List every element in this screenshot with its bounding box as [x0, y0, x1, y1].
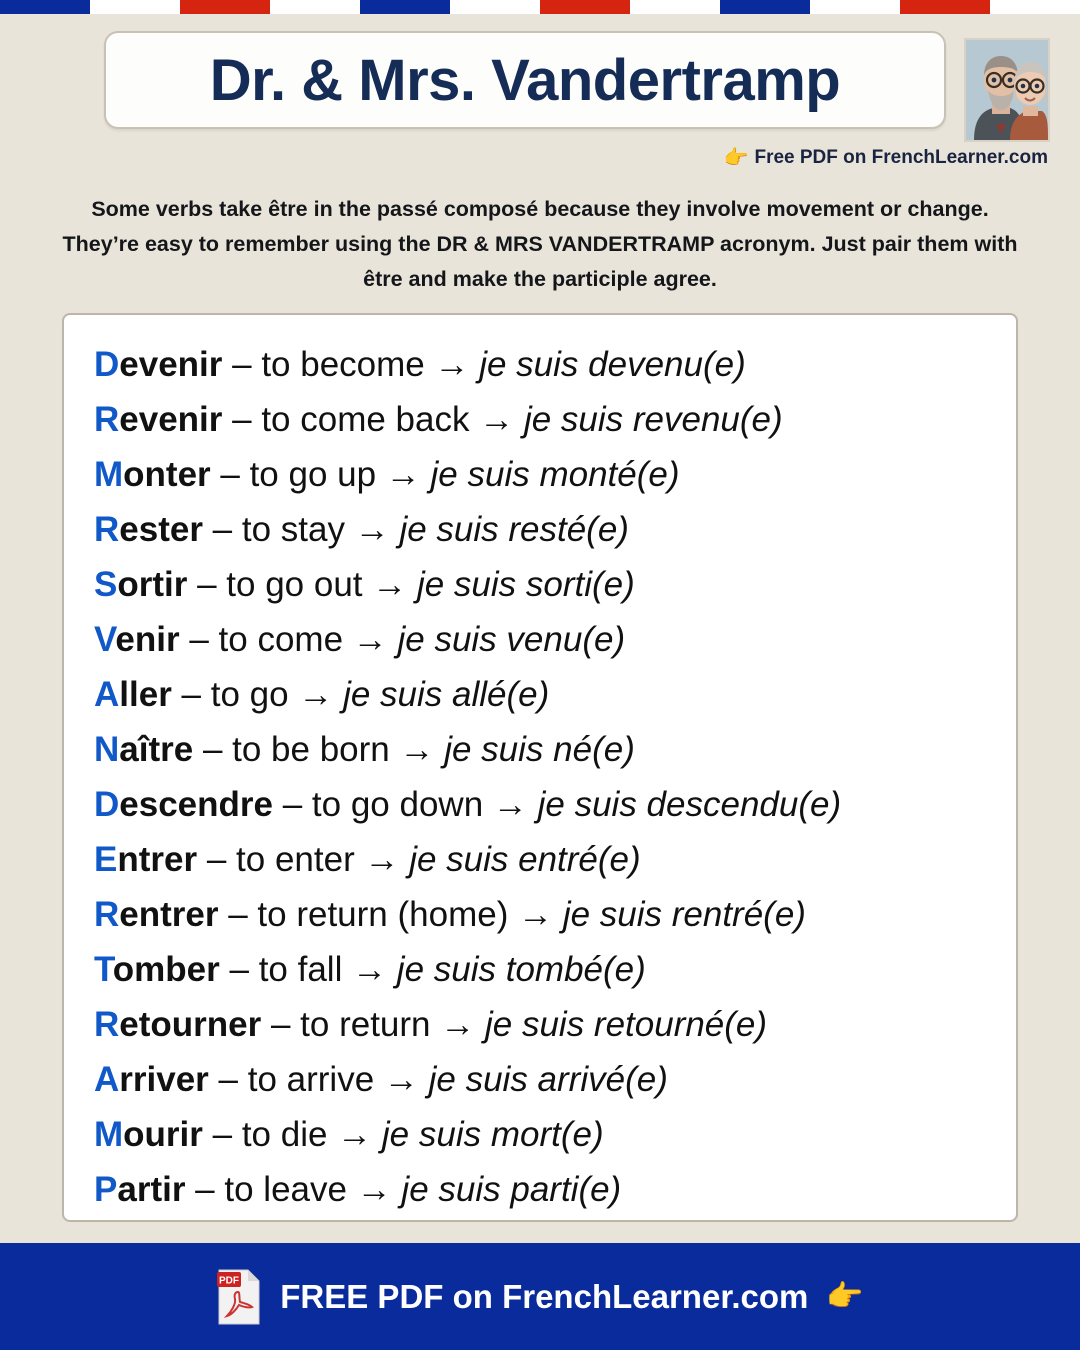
verb-english-meaning: to go down	[311, 785, 484, 824]
verb-name-remainder: ester	[119, 510, 203, 549]
pointing-hand-icon: 👉	[826, 1280, 864, 1313]
verb-name-remainder: entrer	[119, 895, 219, 934]
flag-stripe-segment	[90, 0, 180, 14]
verb-separator: –	[197, 840, 237, 879]
verb-initial-letter: M	[94, 455, 124, 494]
verb-separator: –	[273, 785, 312, 824]
verb-initial-letter: T	[94, 950, 113, 989]
verb-english-meaning: to come back	[261, 400, 470, 439]
verb-arrow-icon: →	[376, 455, 431, 494]
verb-arrow-icon: →	[342, 950, 397, 989]
verb-english-meaning: to return	[300, 1005, 431, 1044]
verb-list-card	[62, 313, 1018, 1222]
flag-stripe-segment	[810, 0, 900, 14]
verb-arrow-icon: →	[424, 345, 480, 384]
flag-stripe-segment	[630, 0, 720, 14]
verb-arrow-icon: →	[483, 785, 538, 824]
verb-initial-letter: R	[94, 895, 120, 934]
verb-french-example: je suis revenu(e)	[523, 400, 783, 439]
flag-stripe-segment	[900, 0, 990, 14]
verb-initial-letter: D	[94, 785, 120, 824]
verb-separator: –	[219, 950, 259, 989]
flag-stripe-segment	[450, 0, 540, 14]
verb-name-remainder: evenir	[119, 345, 223, 384]
verb-french-example: je suis resté(e)	[399, 510, 629, 549]
verb-row	[94, 667, 1016, 722]
verb-name-remainder: ntrer	[117, 840, 198, 879]
intro-paragraph: Some verbs take être in the passé composé because they involve movement or change. They’re easy to remember using the DR & MRS VANDERTRAMP acronym. Just pair them with être and make the participle agree.	[62, 197, 1018, 291]
verb-initial-letter: R	[94, 1005, 120, 1044]
verb-english-meaning: to arrive	[247, 1060, 375, 1099]
verb-english-meaning: to be born	[232, 730, 390, 769]
verb-name-remainder: ller	[119, 675, 172, 714]
verb-separator: –	[222, 345, 262, 384]
verb-english-meaning: to fall	[258, 950, 343, 989]
footer-banner[interactable]	[0, 1243, 1080, 1350]
verb-initial-letter: A	[94, 675, 120, 714]
header	[0, 14, 1080, 182]
verb-name-remainder: omber	[112, 950, 220, 989]
verb-english-meaning: to go up	[249, 455, 377, 494]
verb-row	[94, 722, 1016, 777]
verb-initial-letter: S	[94, 565, 118, 604]
verb-arrow-icon: →	[374, 1060, 429, 1099]
verb-arrow-icon: →	[508, 895, 563, 934]
verb-separator: –	[171, 675, 211, 714]
page-title: Dr. & Mrs. Vandertramp	[209, 47, 841, 113]
verb-name-remainder: ortir	[117, 565, 188, 604]
verb-row	[94, 832, 1016, 887]
verb-initial-letter: M	[94, 1115, 124, 1154]
verb-name-remainder: rriver	[119, 1060, 209, 1099]
verb-initial-letter: R	[94, 510, 120, 549]
verb-name-remainder: ourir	[123, 1115, 203, 1154]
verb-arrow-icon: →	[288, 675, 344, 714]
verb-french-example: je suis né(e)	[444, 730, 635, 769]
verb-row	[94, 942, 1016, 997]
verb-row	[94, 777, 1016, 832]
verb-separator: –	[185, 1170, 225, 1209]
french-flag-stripe	[0, 0, 1080, 14]
verb-row	[94, 337, 1016, 392]
flag-stripe-segment	[990, 0, 1080, 14]
verb-name-remainder: escendre	[119, 785, 273, 824]
verb-french-example: je suis descendu(e)	[537, 785, 842, 824]
verb-french-example: je suis monté(e)	[430, 455, 680, 494]
verb-english-meaning: to die	[241, 1115, 328, 1154]
verb-initial-letter: V	[94, 620, 116, 659]
header-cta-label: Free PDF on FrenchLearner.com	[754, 146, 1048, 168]
verb-separator: –	[222, 400, 262, 439]
verb-row	[94, 1052, 1016, 1107]
verb-row	[94, 447, 1016, 502]
verb-initial-letter: N	[94, 730, 120, 769]
verb-english-meaning: to become	[261, 345, 425, 384]
verb-french-example: je suis mort(e)	[381, 1115, 604, 1154]
flag-stripe-segment	[360, 0, 450, 14]
verb-row	[94, 502, 1016, 557]
verb-english-meaning: to stay	[241, 510, 345, 549]
verb-arrow-icon: →	[430, 1005, 485, 1044]
verb-french-example: je suis venu(e)	[397, 620, 626, 659]
verb-french-example: je suis retourné(e)	[484, 1005, 768, 1044]
verb-english-meaning: to enter	[236, 840, 355, 879]
verb-arrow-icon: →	[389, 730, 445, 769]
title-card	[104, 31, 946, 129]
verb-row	[94, 557, 1016, 612]
verb-name-remainder: artir	[117, 1170, 186, 1209]
verb-name-remainder: onter	[123, 455, 211, 494]
verb-arrow-icon: →	[469, 400, 524, 439]
verb-french-example: je suis allé(e)	[343, 675, 550, 714]
avatar	[964, 38, 1050, 142]
verb-arrow-icon: →	[344, 510, 400, 549]
footer-label: FREE PDF on FrenchLearner.com	[280, 1277, 809, 1315]
verb-separator: –	[179, 620, 219, 659]
verb-row	[94, 997, 1016, 1052]
verb-english-meaning: to return (home)	[257, 895, 509, 934]
verb-french-example: je suis tombé(e)	[396, 950, 646, 989]
verb-french-example: je suis sorti(e)	[416, 565, 635, 604]
verb-row	[94, 1162, 1016, 1217]
verb-row	[94, 887, 1016, 942]
verb-separator: –	[202, 1115, 242, 1154]
flag-stripe-segment	[270, 0, 360, 14]
verb-row	[94, 392, 1016, 447]
verb-arrow-icon: →	[346, 1170, 402, 1209]
verb-name-remainder: enir	[115, 620, 180, 659]
verb-name-remainder: etourner	[119, 1005, 262, 1044]
verb-arrow-icon: →	[343, 620, 398, 659]
verb-english-meaning: to leave	[224, 1170, 347, 1209]
verb-french-example: je suis arrivé(e)	[428, 1060, 668, 1099]
verb-name-remainder: aître	[119, 730, 194, 769]
verb-english-meaning: to go	[210, 675, 289, 714]
verb-french-example: je suis rentré(e)	[562, 895, 806, 934]
svg-text:PDF: PDF	[219, 1275, 240, 1286]
verb-initial-letter: E	[94, 840, 118, 879]
pointing-hand-icon: 👉	[723, 147, 749, 169]
flag-stripe-segment	[540, 0, 630, 14]
verb-arrow-icon: →	[362, 565, 417, 604]
verb-separator: –	[208, 1060, 248, 1099]
verb-arrow-icon: →	[354, 840, 410, 879]
flag-stripe-segment	[180, 0, 270, 14]
header-free-pdf-cta[interactable]	[724, 145, 1048, 170]
verb-initial-letter: D	[94, 345, 120, 384]
verb-separator: –	[210, 455, 250, 494]
verb-arrow-icon: →	[327, 1115, 382, 1154]
verb-french-example: je suis parti(e)	[401, 1170, 622, 1209]
verb-row	[94, 1107, 1016, 1162]
verb-initial-letter: A	[94, 1060, 120, 1099]
flag-stripe-segment	[720, 0, 810, 14]
verb-separator: –	[193, 730, 233, 769]
verb-separator: –	[261, 1005, 301, 1044]
verb-name-remainder: evenir	[119, 400, 223, 439]
verb-english-meaning: to go out	[226, 565, 363, 604]
verb-initial-letter: P	[94, 1170, 118, 1209]
verb-french-example: je suis devenu(e)	[479, 345, 746, 384]
verb-initial-letter: R	[94, 400, 120, 439]
verb-french-example: je suis entré(e)	[409, 840, 641, 879]
verb-english-meaning: to come	[218, 620, 344, 659]
flag-stripe-segment	[0, 0, 90, 14]
verb-separator: –	[218, 895, 258, 934]
pdf-file-icon	[216, 1268, 262, 1326]
verb-row	[94, 612, 1016, 667]
verb-separator: –	[202, 510, 242, 549]
verb-separator: –	[187, 565, 227, 604]
